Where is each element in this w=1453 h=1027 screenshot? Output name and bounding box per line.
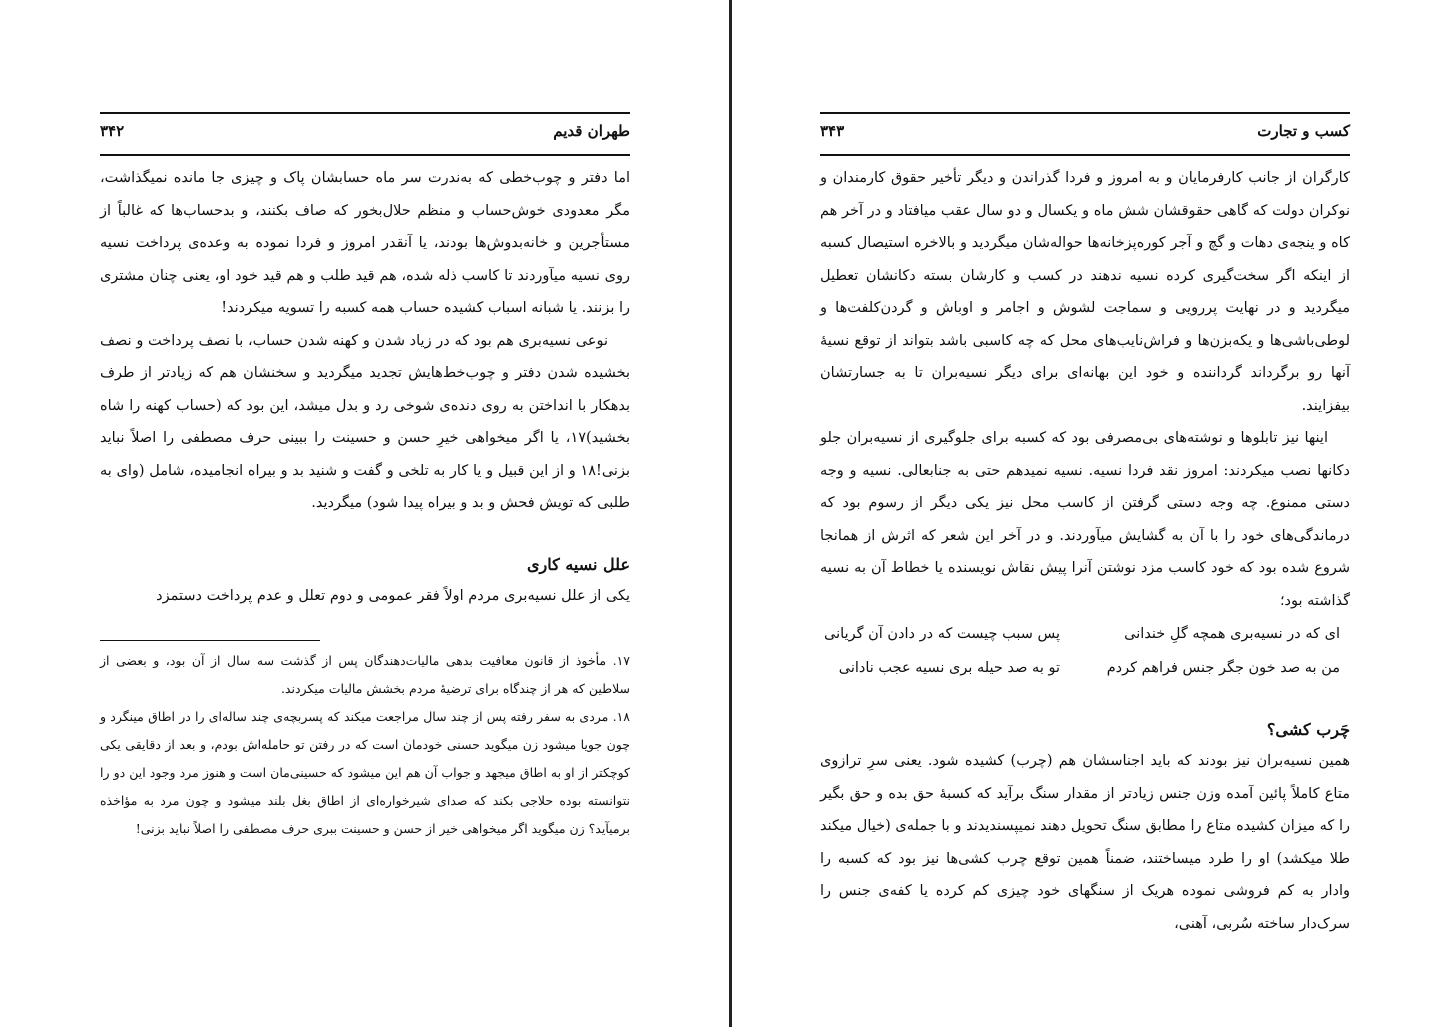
section-heading: چَرب کشی؟ (1266, 720, 1350, 739)
poem (820, 617, 1350, 685)
poem-verse (820, 617, 1350, 651)
page-body (100, 162, 630, 612)
hemistich: من به صد خون جگر جنس فراهم کردم (1106, 660, 1340, 676)
hemistich: تو به صد حیله بری نسیه عجب نادانی (838, 660, 1060, 676)
footnote-separator (100, 640, 320, 641)
page-body (820, 162, 1350, 940)
page-gutter (729, 0, 732, 1027)
paragraph: کارگران از جانب کارفرمایان و به امروز و فردا گذراندن و دیگر تأخیر حقوق کارمندان و نوکران دولت که گاهی حقوقشان شش ماه و یکسال و دو سال عقب میافتاد و در آخر هم کاه و ینجه‌ی دهات و گچ و آجر کوره‌پزخانه‌ها حواله‌شان میگردید و بالاخره استیصال کسبه از اینکه اگر سخت‌گیری کرده نسیه ندهند در کسب و کارشان بسته دکانشان تعطیل میگردید و در نهایت پررویی و سماجت لشوش و اجامر و اوباش و گردن‌کلفت‌ها و لوطی‌باشی‌ها و یکه‌بزن‌ها و فراش‌نایب‌های محل که چه کاسبی باشد بتواند از توقع نسیهٔ آنها رو برگرداند گرداننده و خود این بهانه‌ای برای دیگر نسیه‌بران تا به جسارتشان بیفزایند. (820, 170, 1350, 414)
right-page (820, 100, 1350, 940)
paragraph: نوعی نسیه‌بری هم بود که در زیاد شدن و کهنه شدن حساب، با نصف پرداخت و نصف بخشیده شدن دفتر و چوب‌خط‌هایش تجدید میگردید و سخنشان هم که زیادتر از طرف بدهکار با انداختن به روی دنده‌ی شوخی رد و بدل میشد، این بود که (حساب کهنه را شاه بخشید)۱۷، یا اگر میخواهی خیرِ حسن و حسینت را ببینی حرف مصطفی را اصلاً نباید بزنی!۱۸ و از این قبیل و یا کار به تلخی و گفت و شنید بد و بیراه انجامیده، شامل (وای به طلبی که تویش فحش و بد و بیراه پیدا شود) میگردید. (100, 332, 630, 511)
section-heading: علل نسیه کاری (527, 554, 630, 574)
running-title: طهران قدیم (553, 122, 630, 140)
paragraph: یکی از علل نسیه‌بری مردم اولاً فقر عمومی و دوم تعلل و عدم پرداخت دستمزد (156, 587, 630, 604)
paragraph: همین نسیه‌بران نیز بودند که باید اجناسشان هم (چرب) کشیده شود. یعنی سرِ ترازوی متاع کاملاً پائین آمده وزن جنس زیادتر از مقدار سنگ برآید که کسبهٔ حق بده و حق بگیر را که میزان کشیده متاع را مطابق سنگ تحویل دهند نمیپسندیدند و با جمله‌ی (خیال میکند طلا میکشد) او را طرد میساختند، ضمناً همین توقع چرب کشی‌ها نیز بود که کسبه را وادار به کم فروشی نموده هریک از سنگهای خود چیزی کم کرده یا کفه‌ی جنس را سرک‌دار ساخته سُربی، آهنی، (820, 753, 1350, 932)
hemistich: ای که در نسیه‌بری همچه گلِ خندانی (1124, 626, 1340, 642)
page-number: ۳۴۳ (820, 122, 845, 140)
page-header (820, 112, 1350, 156)
left-page (100, 100, 630, 843)
hemistich: پس سبب چیست که در دادن آن گریانی (824, 626, 1060, 642)
footnote: ۱۷. مأخوذ از قانون معافیت بدهی مالیات‌دهندگان پس از گذشت سه سال از آن بود، و بعضی از سلاطین که هر از چندگاه برای ترضیهٔ مردم بخشش مالیات میکردند. (100, 653, 630, 696)
poem-verse (820, 651, 1350, 685)
footnote: ۱۸. مردی به سفر رفته پس از چند سال مراجعت میکند که پسربچه‌ی چند ساله‌ای را در اطاق مینگرد و چون جویا میشود زن میگوید حسنی خودمان است که در رفتن تو حامله‌اش بودم، و بعد از دقایقی یکی کوچکتر از او به اطاق میجهد و جواب آن هم این میشود که حسینی‌مان است و هنوز مرد وجود این دو را نتوانسته بوده حلاجی بکند که صدای شیرخواره‌ای از اطاق بغل بلند میشود و چون مرد به مؤاخذه برمیآید؟ زن میگوید اگر میخواهی خیر از حسن و حسینت ببری حرف مصطفی را اصلاً نباید بزنی! (100, 709, 630, 836)
paragraph: اما دفتر و چوب‌خطی که به‌ندرت سر ماه حسابشان پاک و چیزی جا مانده نمیگذاشت، مگر معدودی خوش‌حساب و منظم حلال‌بخور که صاف بکنند، و بدحساب‌ها که غالباً از مستأجرین و خانه‌بدوش‌ها بودند، یا آنقدر امروز و فردا نموده به وعده‌ی پرداخت نسیه روی نسیه میآوردند تا کاسب ذله شده، هم قید طلب و هم قید خود او، یعنی چنان مشتری را بزنند. یا شبانه اسباب کشیده حساب همه کسبه را تسویه میکردند! (100, 170, 630, 316)
running-title: کسب و تجارت (1257, 122, 1350, 140)
page-number: ۳۴۲ (100, 122, 125, 140)
footnotes (100, 647, 630, 843)
paragraph: اینها نیز تابلوها و نوشته‌های بی‌مصرفی بود که کسبه برای جلوگیری از نسیه‌بران جلو دکانها نصب میکردند: امروز نقد فردا نسیه. نسیه نمیدهم حتی به جنابعالی. نسیه و وجه دستی ممنوع. چه وجه دستی گرفتن از کاسب محل نیز یکی دیگر از رسوم بود که درماندگی‌های خود را با آن به گشایش میآوردند. و در آخر این شعر که اثرش از همانجا شروع شده بود که خود کاسب مزد نوشتن آنرا پیش نقاش نویسنده یا خطاط آن به نسیه گذاشته بود؛ (820, 430, 1350, 609)
page-header (100, 112, 630, 156)
